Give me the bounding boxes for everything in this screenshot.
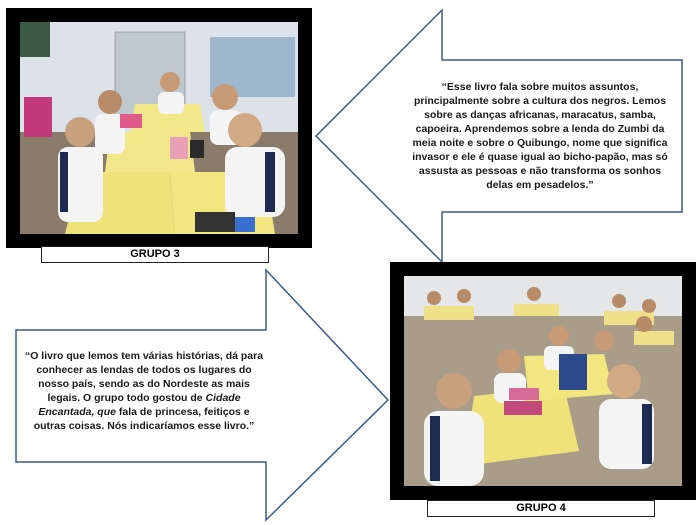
classroom-photo-image-2 bbox=[404, 276, 682, 486]
group4-photo-frame bbox=[390, 262, 696, 500]
group4-caption: GRUPO 4 bbox=[427, 500, 655, 517]
group4-photo bbox=[404, 276, 682, 486]
group4-quote-italic: Cidade Encantada, que bbox=[38, 392, 241, 418]
group4-quote-part1: “O livro que lemos tem várias histórias, dá para conhecer as lendas de todos os lugares do nosso país, sendo as do Nordeste as mais legais. O grupo todo gostou de bbox=[24, 350, 264, 404]
group3-photo-frame bbox=[6, 8, 312, 248]
group4-quote bbox=[24, 349, 264, 433]
group3-caption: GRUPO 3 bbox=[41, 246, 269, 263]
group3-quote: “Esse livro fala sobre muitos assuntos, principalmente sobre a cultura dos negros. Lemos sobre as danças africanas, maracatus, samba, capoeira. Aprendemos sobre a lenda do Zumbi da meia noite e sobre o Quibungo, nome que significa invasor e ele é quase igual ao bicho-papão, mas só assusta as pessoas e não transforma os sonhos delas em pesadelos.” bbox=[412, 81, 668, 191]
group4-quote-part2: fala de princesa, feitiços e outras coisas. Nós indicaríamos esse livro.” bbox=[33, 406, 255, 432]
classroom-photo-image bbox=[20, 22, 298, 234]
group3-photo bbox=[20, 22, 298, 234]
